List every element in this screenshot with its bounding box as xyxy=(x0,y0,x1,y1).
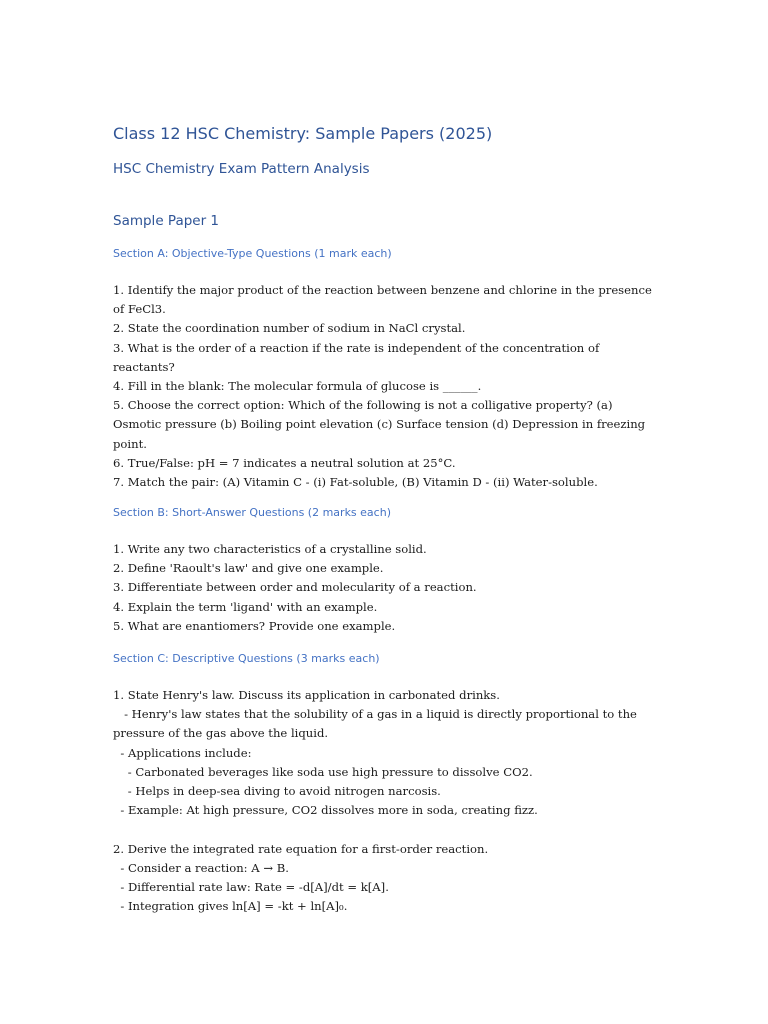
list-item: 3. What is the order of a reaction if the rate is independent of the concentration of reactants? xyxy=(113,340,600,374)
list-item: 6. True/False: pH = 7 indicates a neutral solution at 25°C. xyxy=(113,455,456,470)
section-c-heading: Section C: Descriptive Questions (3 marks each) xyxy=(113,652,380,665)
section-b-questions xyxy=(113,540,661,636)
paper-heading: Sample Paper 1 xyxy=(113,213,220,229)
list-item: 5. What are enantiomers? Provide one example. xyxy=(113,618,396,633)
spacer xyxy=(113,820,661,839)
section-a-questions xyxy=(113,281,661,492)
list-item: 2. State the coordination number of sodium in NaCl crystal. xyxy=(113,321,466,336)
list-item: - Differential rate law: Rate = -d[A]/dt = k[A]. xyxy=(113,880,389,895)
list-item: - Applications include: xyxy=(113,745,252,760)
list-item: 4. Explain the term 'ligand' with an example. xyxy=(113,599,378,614)
list-item: 4. Fill in the blank: The molecular formula of glucose is ______. xyxy=(113,379,482,394)
list-item: - Integration gives ln[A] = -kt + ln[A]₀. xyxy=(113,899,348,914)
list-item: - Helps in deep-sea diving to avoid nitrogen narcosis. xyxy=(113,784,441,799)
list-item: - Consider a reaction: A → B. xyxy=(113,860,289,875)
section-a-heading: Section A: Objective-Type Questions (1 mark each) xyxy=(113,247,392,260)
document-title: Class 12 HSC Chemistry: Sample Papers (2025) xyxy=(113,124,493,143)
list-item: 1. Write any two characteristics of a crystalline solid. xyxy=(113,542,427,556)
list-item: 7. Match the pair: (A) Vitamin C - (i) Fat-soluble, (B) Vitamin D - (ii) Water-soluble. xyxy=(113,475,598,490)
document-subtitle: HSC Chemistry Exam Pattern Analysis xyxy=(113,161,370,177)
list-item: 2. Define 'Raoult's law' and give one example. xyxy=(113,561,384,576)
list-item: - Carbonated beverages like soda use high pressure to dissolve CO2. xyxy=(113,764,533,779)
list-item: 2. Derive the integrated rate equation for a first-order reaction. xyxy=(113,841,489,856)
list-item: - Example: At high pressure, CO2 dissolves more in soda, creating fizz. xyxy=(113,803,538,818)
section-b-heading: Section B: Short-Answer Questions (2 marks each) xyxy=(113,506,391,519)
section-c-questions xyxy=(113,686,661,916)
list-item: 1. State Henry's law. Discuss its application in carbonated drinks. xyxy=(113,688,500,702)
list-item: 5. Choose the correct option: Which of the following is not a colligative property? (a) Osmotic pressure (b) Boiling point elevation (c) Surface tension (d) Depression in freezing point. xyxy=(113,398,646,451)
list-item: - Henry's law states that the solubility of a gas in a liquid is directly proportional to the pressure of the gas above the liquid. xyxy=(113,707,641,741)
list-item: 3. Differentiate between order and molecularity of a reaction. xyxy=(113,580,477,595)
list-item: 1. Identify the major product of the reaction between benzene and chlorine in the presence of FeCl3. xyxy=(113,283,652,317)
